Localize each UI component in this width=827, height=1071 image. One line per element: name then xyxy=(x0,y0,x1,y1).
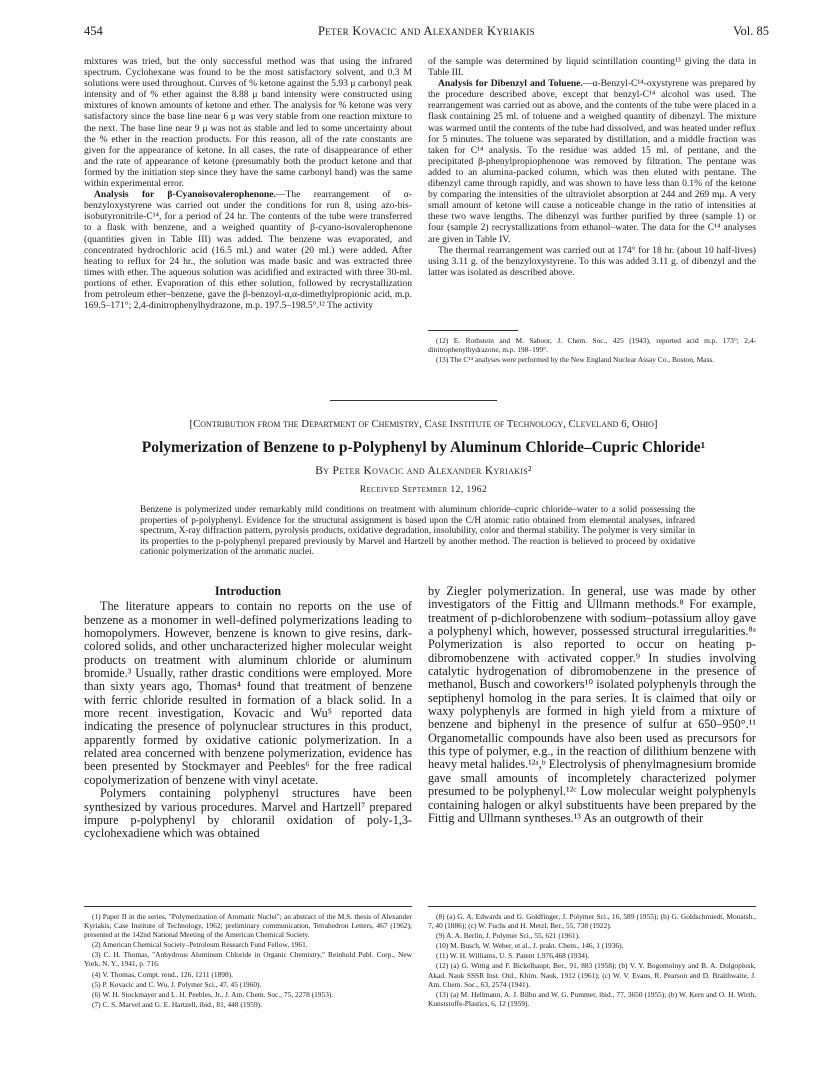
footnotes-left xyxy=(84,912,412,1010)
text-paragraph: The thermal rearrangement was carried out at 174° for 18 hr. (about 10 half-lives) using 3.11 g. of the benzyloxystyrene. To this was added 3.11 g. of dibenzyl and the latter was isolated as described above. xyxy=(428,244,756,278)
text-paragraph xyxy=(84,189,412,311)
footnote: (12) E. Rothstein and M. Saboor, J. Chem. Soc., 425 (1943), reported acid m.p. 173°; 2,4-dinitrophenylhydrazone, m.p. 198–199°. xyxy=(428,336,756,355)
footnote: (8) (a) G. A. Edwards and G. Goldfinger, J. Polymer Sci., 16, 589 (1955); (b) G. Goldschmiedt, Monatsh., 7, 40 (1886); (c) W. Fuchs and H. Metzl, Ber., 55, 738 (1922). xyxy=(428,912,756,931)
footnote: (10) M. Busch, W. Weber, et al., J. prakt. Chem., 146, 1 (1936). xyxy=(436,941,624,951)
footnote-rule-left xyxy=(84,906,412,907)
footnote: (13) The C¹⁴ analyses were performed by the New England Nuclear Assay Co., Boston, Mass. xyxy=(436,355,715,365)
section-heading: Introduction xyxy=(214,584,282,598)
running-title: Peter Kovacic and Alexander Kyriakis xyxy=(318,24,535,38)
footnote: (5) P. Kovacic and C. Wu, J. Polymer Sci., 47, 45 (1960). xyxy=(92,979,262,989)
footnote-rule-right xyxy=(428,906,756,907)
text-paragraph: of the sample was determined by liquid scintillation counting¹³ giving the data in Table III. xyxy=(428,56,756,79)
section-divider xyxy=(330,400,497,401)
page-number: 454 xyxy=(84,24,103,38)
paragraph-text: —The rearrangement of α-benzyloxystyrene was carried out under the conditions for run 8, using azo-bis-isobutyronitrile-C¹⁴, for a period of 24 hr. The contents of the tube were transferred to a flask with benzene, and a weighed quantity of β-cyano-isovalerophenone (quantities given in Table III) was added. The benzene was evaporated, and concentrated hydrochloric acid (16.5 ml.) and water (20 ml.) were added. After heating to reflux for 24 hr., the solution was made basic and was extracted three times with ether. The aqueous solution was acidified and extracted with three 30-ml. portions of ether. Evaporation of this ether solution, followed by recrystallization from petroleum ether–benzene, gave the β-benzoyl-α,α-dimethylpropionic acid, m.p. 169.5–171°; 2,4-dinitrophenylhydrazone, m.p. 197.5–198.5°.¹² The activity xyxy=(84,189,412,312)
text-paragraph: mixtures was tried, but the only successful method was that using the infrared spectrum. Cyclohexane was found to be the most satisfactory solvent, and 0.3 M solutions were used throughout. Curves of % ketone against the 5.93 μ carbonyl peak intensity and of % ether against the 8.88 μ band intensity were constructed using mixtures of known amounts of ketone and ether. The analysis for % ketone was very satisfactory since the base line near 6 μ was very stable from one reaction mixture to the next. The base line near 9 μ was not as stable and led to some uncertainty about the % ether in the reaction products. For this reason, all of the rate constants are given for the appearance of ketone. In all cases, the rate of disappearance of ether and the rate of appearance of ketone (presumably both the product ketone and that formed by the initiation step since they have the same carbonyl band) was the same within experimental error. xyxy=(84,56,412,190)
author-byline: By Peter Kovacic and Alexander Kyriakis² xyxy=(315,465,532,477)
abstract: Benzene is polymerized under remarkably mild conditions on treatment with aluminum chloride–cupric chloride–water to a solid possessing the properties of p-polyphenyl. Evidence for the structural assignment is based upon the C/H atomic ratio obtained from elemental analyses, infrared spectrum, X-ray diffraction pattern, pyrolysis products, oxidative degradation, insolubility, color and thermal stability. The polymer is very similar in its properties to the p-polyphenyl prepared previously by Marvel and Hartzell by another method. The reaction is believed to proceed by oxidative cationic polymerization of the aromatic nuclei. xyxy=(140,505,695,558)
footnote: (4) V. Thomas, Compt. rend., 126, 1211 (1898). xyxy=(92,969,233,979)
top-right-column xyxy=(428,56,756,278)
footnote: (11) W. H. Williams, U. S. Patent 1,976,468 (1934). xyxy=(436,951,590,961)
received-date: Received September 12, 1962 xyxy=(359,484,488,495)
footnote: (12) (a) G. Wittig and F. Bickelhaupt, Ber., 91, 883 (1958); (b) V. Y. Bogomolnyy and B. A. Dolgoplosk, Akad. Nauk SSSR Inst. Otd., Khim. Nauk, 1912 (1961); (c) W. V. Evans, R. Pearson and D. Braithwaite, J. Am. Chem. Soc., 63, 2574 (1941). xyxy=(428,961,756,989)
volume-label: Vol. 85 xyxy=(733,24,769,38)
introduction-right-column xyxy=(428,585,756,825)
section-subheading: Analysis for β-Cyanoisovalerophenone. xyxy=(94,189,276,201)
footnote: (7) C. S. Marvel and G. E. Hartzell, ibid., 81, 448 (1959). xyxy=(92,999,262,1009)
text-paragraph xyxy=(428,78,756,244)
footnote: (13) (a) M. Hellmann, A. J. Bilbo and W. G. Pummer, ibid., 77, 3650 (1955); (b) W. Kern and O. H. Wirth, Kunststoffe-Plastics, 6, 12 (1959). xyxy=(428,989,756,1008)
footnote: (9) A. A. Berlin, J. Polymer Sci., 55, 621 (1961). xyxy=(436,931,580,941)
article-title: Polymerization of Benzene to p-Polyphenyl by Aluminum Chloride–Cupric Chloride¹ xyxy=(141,439,706,456)
footnotes-right xyxy=(428,912,756,1009)
footnote: (2) American Chemical Society–Petroleum Research Fund Fellow, 1961. xyxy=(92,940,308,950)
contribution-line: [Contribution from the Department of Chemistry, Case Institute of Technology, Cleveland 6, Ohio] xyxy=(189,418,658,430)
text-paragraph: The literature appears to contain no reports on the use of benzene as a monomer in well-defined polymerizations leading to homopolymers. However, benzene is known to give resins, dark-colored solids, and other uncharacterized higher molecular weight products on treatment with aluminum chloride or aluminum bromide.³ Usually, rather drastic conditions were employed. More than sixty years ago, Thomas⁴ found that treatment of benzene with ferric chloride resulted in formation of a black solid. In a more recent investigation, Kovacic and Wu⁵ reported data indicating the presence of polynuclear structures in this product, apparently formed by oxidative cationic polymerization. In a related area concerned with benzene polymerization, evidence has been presented by Stockmayer and Peebles⁶ for the free radical copolymerization of benzene with vinyl acetate. xyxy=(84,599,412,787)
footnote: (6) W. H. Stockmayer and L. H. Peebles, Jr., J. Am. Chem. Soc., 75, 2278 (1953). xyxy=(92,989,334,999)
paragraph-text: —α-Benzyl-C¹⁴-oxystyrene was prepared by the procedure described above, except that benzyl-C¹⁴ alcohol was used. The rearrangement was carried out as above, and the contents of the tube were placed in a flask containing 25 ml. of toluene and a weighed quantity of dibenzyl. The mixture was warmed until the contents of the tube had dissolved, and was heated under reflux for 5 minutes. The toluene was separated by distillation, and a middle fraction was taken for C¹⁴ analysis. To the residue was added 15 ml. of pentane, and the precipitated β-phenylpropiophenone was removed by filtration. The pentane was added to an alumina-packed column, which was then eluted with pentane. The dibenzyl came through rapidly, and was shown to have less than 0.1% of the ketone by comparing the intensities of the ultraviolet absorption at 244 and 269 mμ. A very small amount of ketone will cause a noticeable change in the ratio of intensities at these two wave lengths. The dibenzyl was further purified by three (sample 1) or four (sample 2) recrystallizations from ethanol–water. The data for the C¹⁴ analyses are given in Table IV. xyxy=(428,78,757,245)
footnote-rule xyxy=(428,330,518,331)
introduction-left-column xyxy=(84,585,412,841)
text-paragraph: by Ziegler polymerization. In general, use was made by other investigators of the Fittig and Ullmann methods.⁸ For example, treatment of p-dichlorobenzene with sodium–potassium alloy gave a polyphenyl which, however, possessed structural irregularities.⁸ᵃ Polymerization is also reported to occur on heating p-dibromobenzene with activated copper.⁹ In studies involving catalytic hydrogenation of dibromobenzene in the presence of methanol, Busch and coworkers¹⁰ isolated polyphenyls through the septiphenyl homolog in the para series. It is claimed that oily or waxy polyphenyls are formed in high yield from a mixture of benzene and biphenyl in the presence of sulfur at 650–950°.¹¹ Organometallic compounds have also been used as precursors for this type of polymer, e.g., in the reaction of dilithium benzene with heavy metal halides.¹²ᵃ,ᵇ Electrolysis of phenylmagnesium bromide gave small amounts of incompletely characterized polymer presumed to be polyphenyl.¹²ᶜ Low molecular weight polyphenyls containing halogen or alkyl substituents have been prepared by the Fittig and Ullmann syntheses.¹³ As an outgrowth of their xyxy=(428,584,756,825)
footnote: (3) C. H. Thomas, "Anhydrous Aluminum Chloride in Organic Chemistry," Reinhold Publ. Corp., New York, N. Y., 1941, p. 716. xyxy=(84,950,412,969)
top-right-footnotes xyxy=(428,336,756,365)
page-header xyxy=(84,24,769,42)
section-subheading: Analysis for Dibenzyl and Toluene. xyxy=(438,78,583,90)
footnote: (1) Paper II in the series, "Polymerization of Aromatic Nuclei"; an abstract of the M.S. thesis of Alexander Kyriakis, Case Institute of Technology, 1962; preliminary communication, Tetrahedron Letters, 467 (1962); presented at the 142nd National Meeting of the American Chemical Society. xyxy=(84,912,412,940)
text-paragraph: Polymers containing polyphenyl structures have been synthesized by various procedures. Marvel and Hartzell⁷ prepared impure p-polyphenyl by chloranil oxidation of poly-1,3-cyclohexadiene which was obtained xyxy=(84,786,412,841)
top-left-column xyxy=(84,56,412,311)
